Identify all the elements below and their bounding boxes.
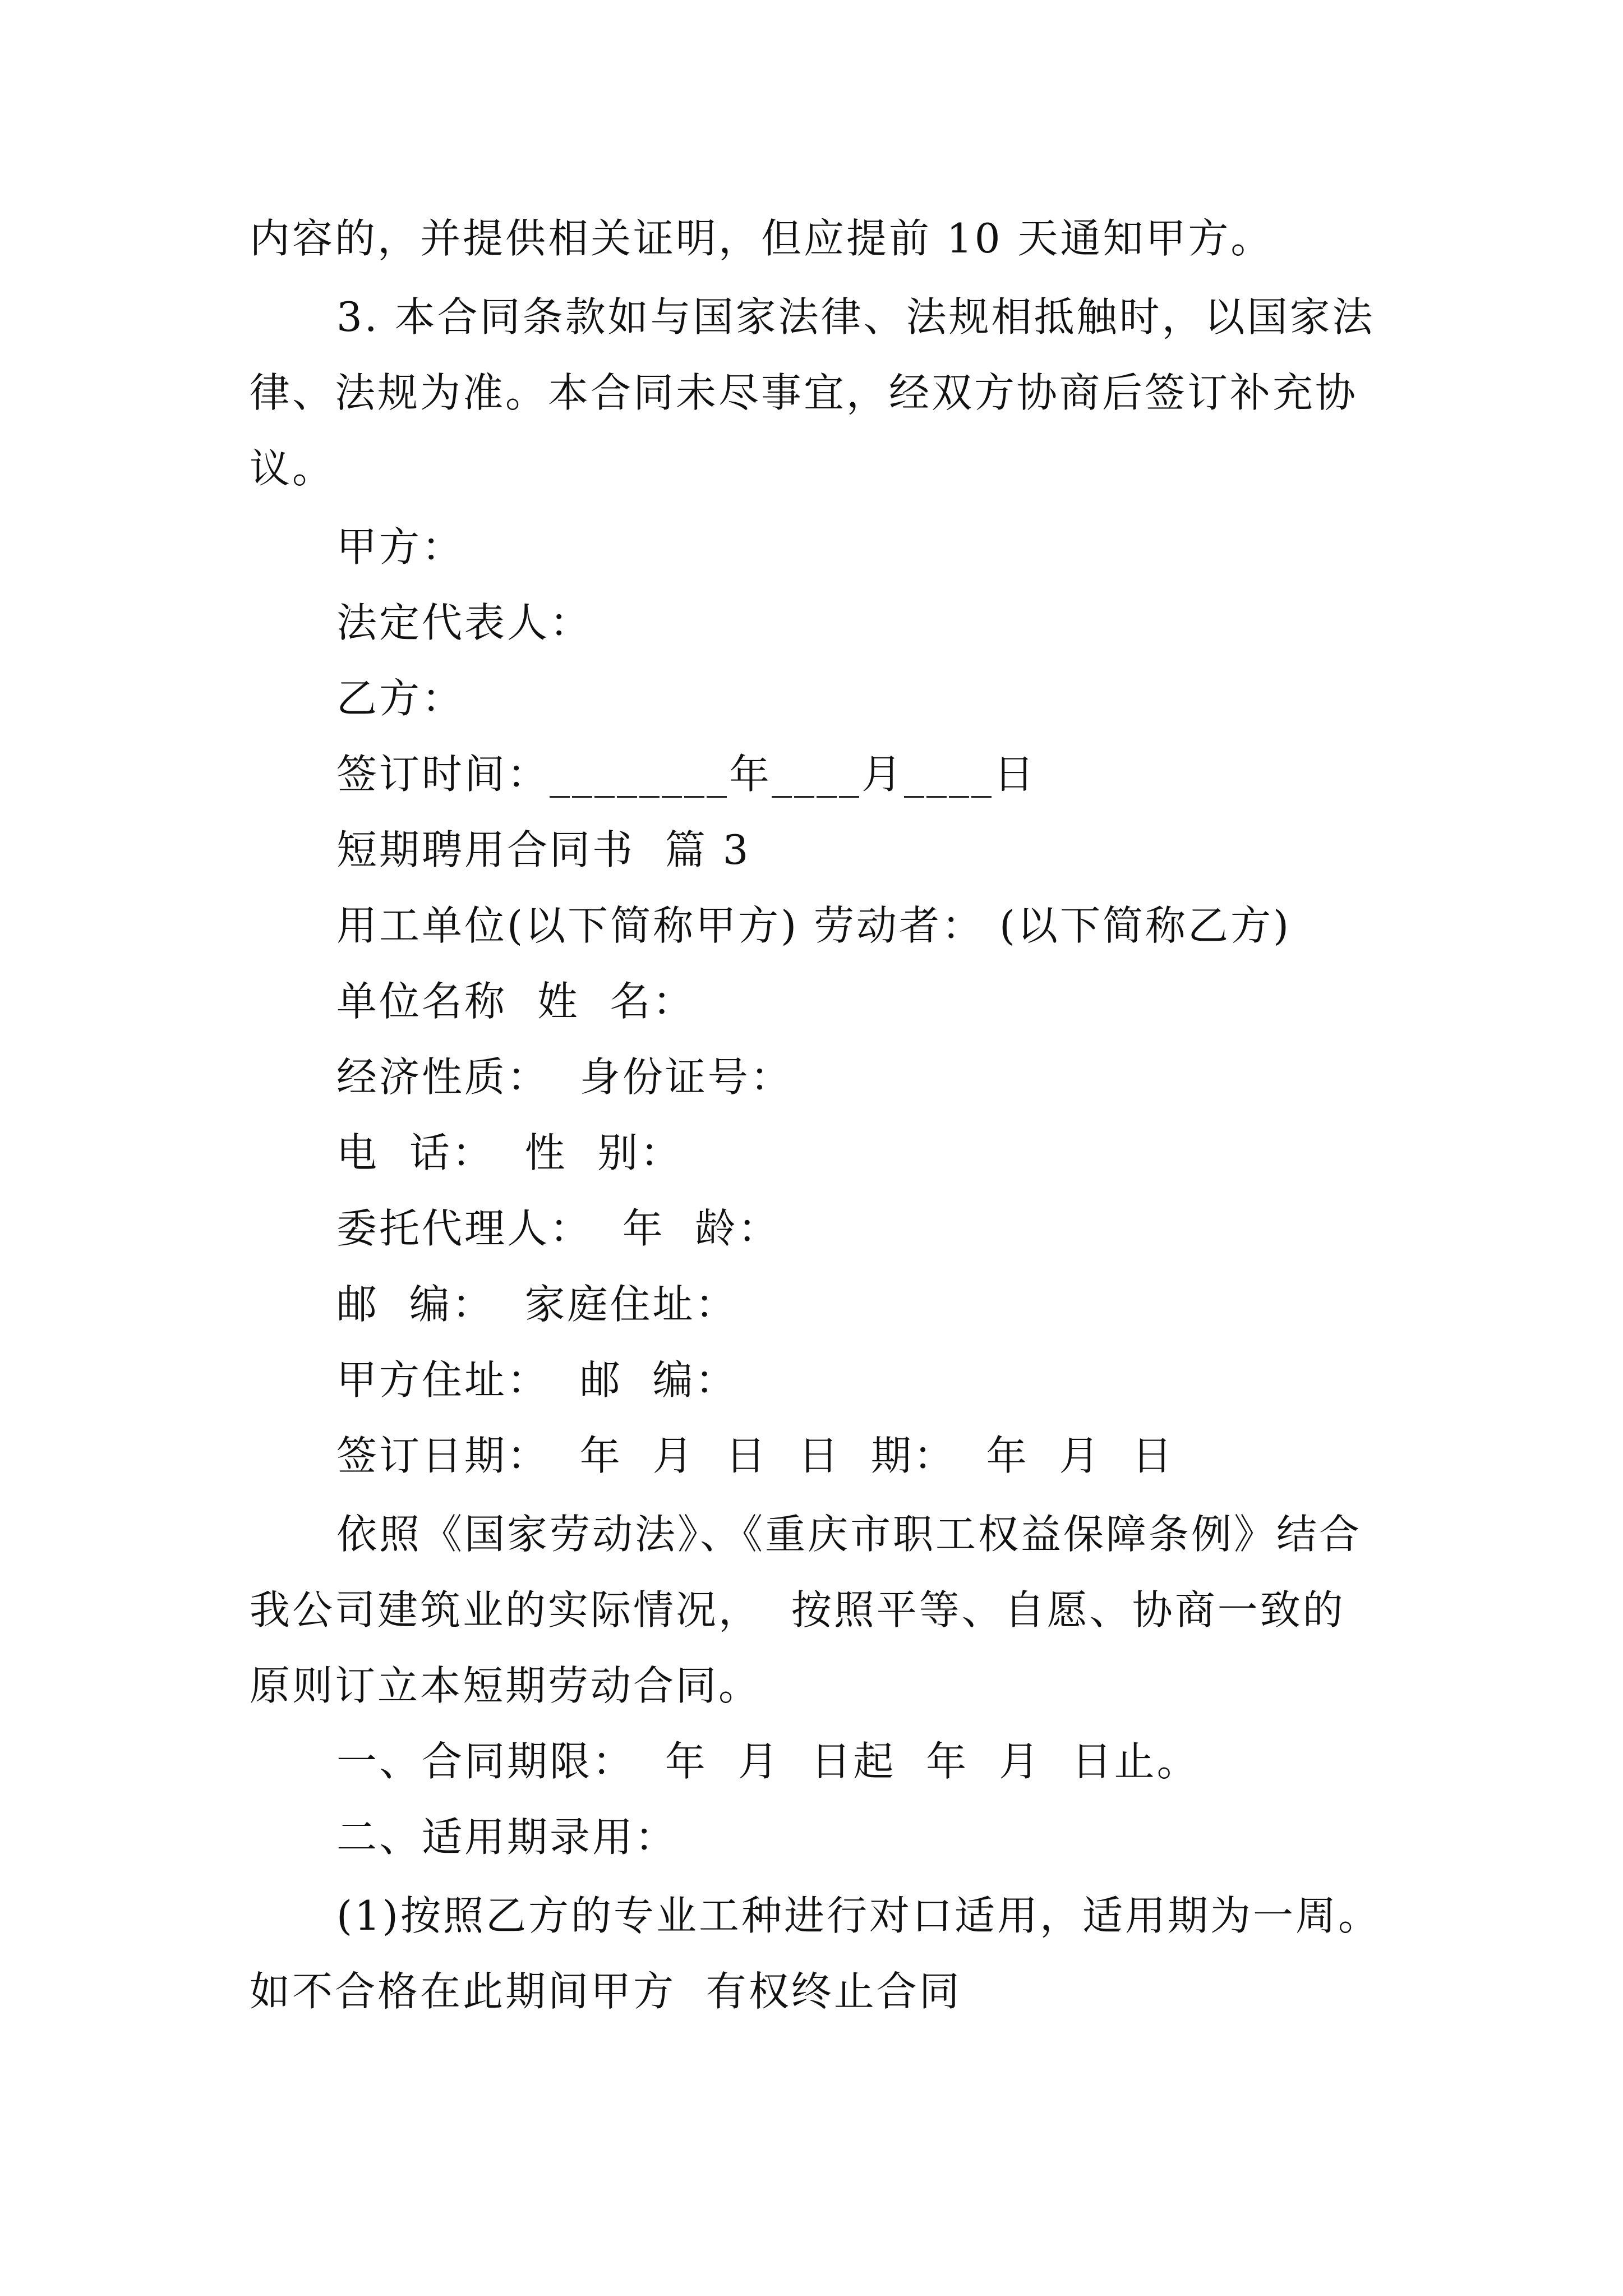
text-line: 3. 本合同条款如与国家法律、法规相抵触时，以国家法 (336, 293, 1375, 341)
text-line: 二、适用期录用： (336, 1814, 678, 1861)
section-heading: 短期聘用合同书 篇 3 (336, 826, 751, 873)
text-line: 甲方： (336, 523, 465, 570)
text-line: 甲方住址： 邮 编： (336, 1356, 738, 1404)
text-line: 律、法规为准。本合同未尽事宜，经双方协商后签订补充协 (250, 369, 1358, 416)
text-line: 电 话： 性 别： (336, 1129, 683, 1176)
text-line: 签订日期： 年 月 日 日 期： 年 月 日 (336, 1432, 1175, 1479)
text-line: 法定代表人： (336, 599, 593, 646)
text-line: 原则订立本短期劳动合同。 (250, 1662, 762, 1709)
text-line: 议。 (250, 445, 335, 492)
text-line: 我公司建筑业的实际情况， 按照平等、自愿、协商一致的 (250, 1586, 1345, 1634)
text-line: 一、合同期限： 年 月 日起 年 月 日止。 (336, 1738, 1200, 1785)
text-line: (1)按照乙方的专业工种进行对口适用，适用期为一周。 (336, 1892, 1381, 1939)
text-line: 乙方： (336, 675, 465, 722)
text-line: 用工单位(以下简称甲方) 劳动者： (以下简称乙方) (336, 902, 1292, 949)
text-line: 委托代理人： 年 龄： (336, 1205, 781, 1252)
text-line: 邮 编： 家庭住址： (336, 1281, 738, 1328)
text-line: 如不合格在此期间甲方 有权终止合同 (250, 1968, 962, 2015)
text-line: 经济性质： 身份证号： (336, 1053, 793, 1101)
text-line: 依照《国家劳动法》、《重庆市职工权益保障条例》结合 (336, 1511, 1362, 1558)
text-line: 内容的，并提供相关证明，但应提前 10 天通知甲方。 (250, 215, 1274, 262)
text-line: 单位名称 姓 名： (336, 978, 695, 1025)
text-line: 签订时间：________年____月____日 (336, 751, 1037, 798)
